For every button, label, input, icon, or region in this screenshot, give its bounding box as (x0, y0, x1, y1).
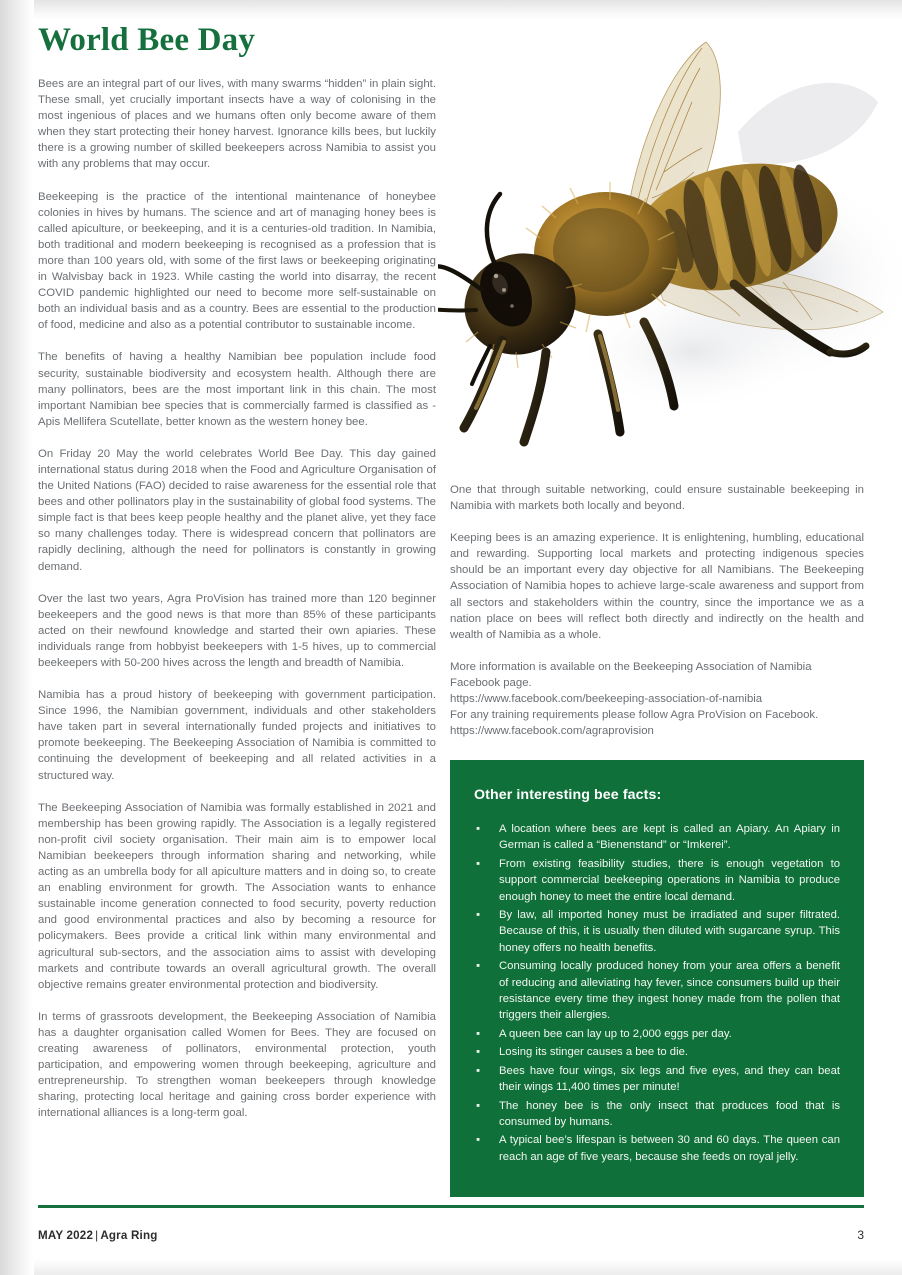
bullet-icon: ▪ (476, 909, 481, 922)
footer-issue-line (38, 1229, 158, 1242)
paragraph: Namibia has a proud history of beekeeping with government participation. Since 1996, the Namibian government, individuals and other stakeholders have taken part in several internationally funded projects and initiatives to promote beekeeping. The Beekeeping Association of Namibia is committed to continuing the development of beekeeping and all related activities in a structured way. (38, 689, 436, 782)
list-item (474, 1098, 840, 1131)
list-item (474, 907, 840, 956)
footer-publication-name: Agra Ring (100, 1229, 158, 1242)
list-item-text: Bees have four wings, six legs and five eyes, and they can beat their wings 11,400 times per minute! (499, 1064, 840, 1094)
facts-list (474, 821, 840, 1165)
footer-divider (38, 1205, 864, 1208)
paragraph: The benefits of having a healthy Namibian bee population include food security, sustainable biodiversity and ecosystem health. Although there are many pollinators, bees are the most important link in this chain. The most important Namibian bee species that is commercially farmed is classified as - Apis Mellifera Scutellate, better known as the western honey bee. (38, 351, 436, 428)
paragraph: The Beekeeping Association of Namibia was formally established in 2021 and membership has been growing rapidly. The Association is a legally registered non-profit civil society organisation. Their main aim is to empower local Namibian beekeepers through information sharing and networking, while acting as an umbrella body for all apiculture matters and in doing so, to create an enabling environment for growth. The Association wants to enhance sustainable income generation connected to food security, poverty reduction and good environmental practices and also by becoming a resource for policymakers. Bees provide a critical link within many environmental and agricultural sub-sectors, and the association aims to assist with developing markets and contribute towards an overall agricultural growth. The overall objective remains greater environmental protection and biodiversity. (38, 801, 436, 991)
list-item-text: Losing its stinger causes a bee to die. (499, 1046, 689, 1059)
right-column (450, 482, 864, 739)
facebook-info-line: More information is available on the Beekeeping Association of Namibia Facebook page. (450, 660, 812, 689)
training-info-line: For any training requirements please follow Agra ProVision on Facebook. (450, 709, 819, 722)
paragraph: One that through suitable networking, could ensure sustainable beekeeping in Namibia with markets both locally and beyond. (450, 484, 864, 513)
bee-facts-box (450, 760, 864, 1197)
page-edge-shading-top (0, 0, 902, 20)
page-spine-shading (0, 0, 34, 1275)
bullet-icon: ▪ (476, 960, 481, 973)
facebook-link-ban[interactable]: https://www.facebook.com/beekeeping-association-of-namibia (450, 693, 763, 706)
page-title: World Bee Day (38, 22, 256, 58)
list-item-text: A queen bee can lay up to 2,000 eggs per day. (499, 1027, 732, 1040)
list-item (474, 1063, 840, 1096)
page-number: 3 (857, 1228, 864, 1242)
bullet-icon: ▪ (476, 1064, 481, 1077)
bullet-icon: ▪ (476, 1134, 481, 1147)
honey-bee-photo (438, 22, 902, 462)
bullet-icon: ▪ (476, 823, 481, 835)
list-item (474, 821, 840, 854)
page-content (38, 22, 864, 1207)
page-footer (38, 1228, 864, 1242)
page-edge-shading-bottom (0, 1259, 902, 1275)
footer-separator: | (95, 1229, 99, 1242)
bullet-icon: ▪ (476, 1027, 481, 1040)
bullet-icon: ▪ (476, 1099, 481, 1112)
list-item-text: Consuming locally produced honey from your area offers a benefit of reducing and alleviating hay fever, since consumers build up their resistance every time they ingest honey made from the pollen that triggers their allergies. (499, 960, 840, 1022)
paragraph: Bees are an integral part of our lives, with many swarms “hidden” in plain sight. These small, yet crucially important insects have a way of colonising in the most ingenious of places and we humans often only become aware of them when they start protecting their honey harvest. Ignorance kills bees, but luckily there is a growing number of skilled beekeepers across Namibia to assist you with any problems that may occur. (38, 78, 436, 171)
list-item (474, 1026, 840, 1042)
bullet-icon: ▪ (476, 857, 481, 870)
facts-box-heading: Other interesting bee facts: (474, 787, 662, 803)
bullet-icon: ▪ (476, 1046, 481, 1059)
left-column (38, 76, 436, 1121)
list-item (474, 1132, 840, 1165)
paragraph: Keeping bees is an amazing experience. It is enlightening, humbling, educational and rewarding. Supporting local markets and protecting indigenous species should be an important every day objective for all Namibians. The Beekeeping Association of Namibia hopes to achieve large-scale awareness and support from all sectors and stakeholders within the country, since the importance we as a nation place on bees will reflect both directly and indirectly on the health and wealth of Namibia as a whole. (450, 532, 864, 641)
list-item-text: A location where bees are kept is called an Apiary. An Apiary in German is called a “Bienenstand” or “Imkerei”. (499, 823, 840, 852)
paragraph: Over the last two years, Agra ProVision has trained more than 120 beginner beekeepers and the good news is that more than 85% of these participants acted on their newfound knowledge and started their own apiaries. These individuals range from hobbyist beekeepers with 1-5 hives, up to commercial beekeepers with 50-200 hives across the length and breadth of Namibia. (38, 592, 436, 669)
list-item-text: From existing feasibility studies, there is enough vegetation to support commercial beekeeping operations in Namibia to produce enough honey to meet the entire local demand. (499, 857, 840, 903)
footer-issue-date: MAY 2022 (38, 1229, 94, 1242)
list-item (474, 856, 840, 905)
paragraph: In terms of grassroots development, the Beekeeping Association of Namibia has a daughter organisation called Women for Bees. They are focused on creating awareness of pollinators, environmental protection, youth participation, and empowering women through beekeeping, agriculture and entrepreneurship. To strengthen woman beekeepers through knowledge sharing, protecting local heritage and gaining cross border experience with international alliances is a long-term goal. (38, 1010, 436, 1120)
paragraph: On Friday 20 May the world celebrates World Bee Day. This day gained international status during 2018 when the Food and Agriculture Organisation of the United Nations (FAO) decided to raise awareness for the essential role that bees and other pollinators play in the sustainability of global food systems. The simple fact is that bees keep people healthy and the planet alive, yet they face so many challenges today. There is widespread concern that pollinators are rapidly declining, although the need for pollinators is constantly in growing demand. (38, 447, 436, 573)
paragraph: Beekeeping is the practice of the intentional maintenance of honeybee colonies in hives by humans. The science and art of managing honey bees is called apiculture, or beekeeping, and it is a centuries-old tradition. In Namibia, both traditional and modern beekeeping is recognised as a profession that is more than 100 years old, with some of the first laws or beekeeping originating in Walvisbay back in 1923. While casting the world into disarray, the recent COVID pandemic highlighted our need to become more self-sustainable on both an individual basis and as a country. Bees are essential to the production of food, medicine and also as a potential contributor to sustainable income. (38, 190, 436, 332)
list-item-text: The honey bee is the only insect that produces food that is consumed by humans. (499, 1099, 840, 1128)
list-item (474, 958, 840, 1024)
facebook-link-agraprovision[interactable]: https://www.facebook.com/agraprovision (450, 725, 654, 738)
list-item-text: A typical bee’s lifespan is between 30 and 60 days. The queen can reach an age of five years, because she feeds on royal jelly. (499, 1134, 840, 1163)
list-item (474, 1044, 840, 1060)
list-item-text: By law, all imported honey must be irradiated and super filtrated. Because of this, it is usually then diluted with sugarcane syrup. This honey offers no health benefits. (499, 909, 840, 954)
